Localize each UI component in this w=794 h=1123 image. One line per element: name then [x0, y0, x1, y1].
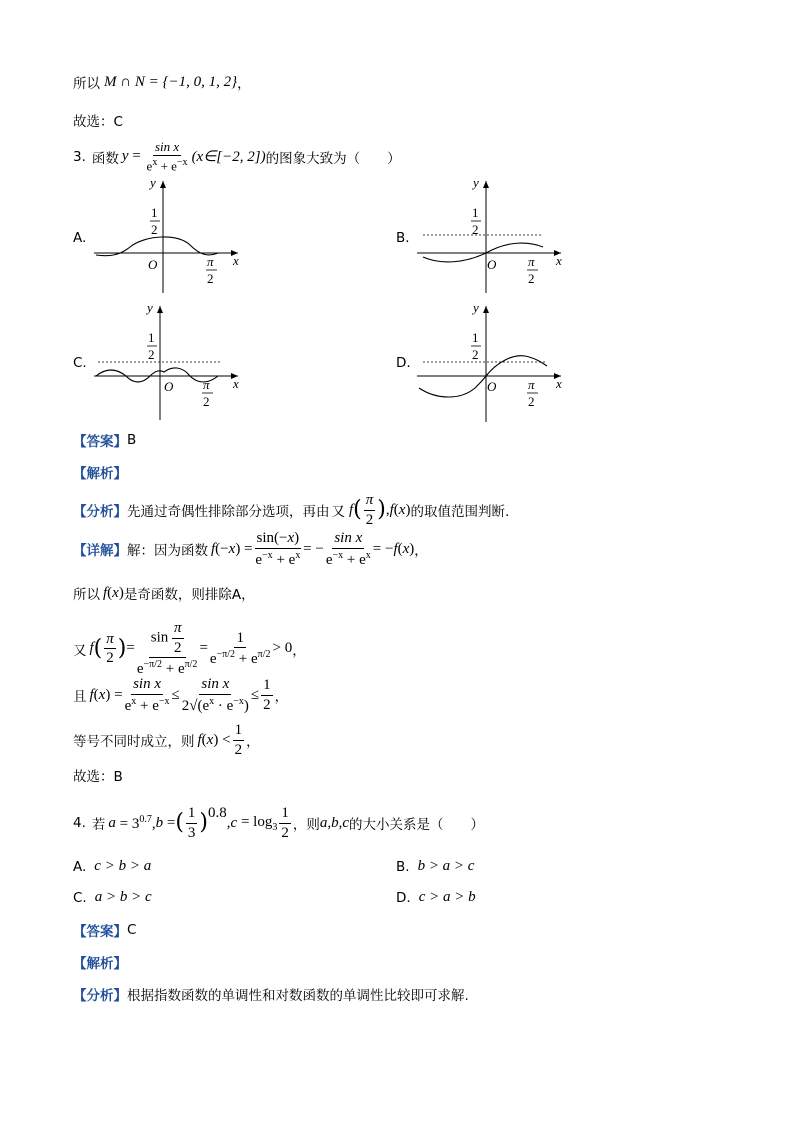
half-den: 2	[151, 222, 158, 237]
graph-option-a[interactable]	[90, 175, 250, 295]
q3-fenxi: 【分析】 先通过奇偶性排除部分选项，再由 又 f ( $\frac{\pi}{2}$ ) , f ( x ) 的取值范围判断.	[73, 492, 510, 528]
svg-text:x: x	[556, 376, 562, 391]
intersection-line: 所以 M ∩ N = {−1, 0, 1, 2} ，	[73, 73, 251, 92]
svg-text:1: 1	[472, 330, 479, 345]
svg-text:1: 1	[472, 205, 479, 220]
svg-text:O: O	[164, 379, 174, 394]
svg-text:2: 2	[528, 394, 535, 409]
q4-fenxi: 【分析】 根据指数函数的单调性和对数函数的单调性比较即可求解.	[73, 988, 469, 1004]
question-3-stem: 3. 函数 y = $\frac{\text{sin x}}{e^x + e^{-x}}$ (x∈[−2, 2]) 的图象大致为（ ）	[73, 139, 401, 174]
svg-text:x: x	[556, 253, 562, 268]
option-b-label[interactable]: B.	[396, 230, 410, 246]
q3-odd-function: 所以 f ( x ) 是奇函数，则排除A，	[73, 584, 255, 603]
svg-text:2: 2	[472, 222, 479, 237]
svg-text:y: y	[147, 300, 153, 315]
half-num: 1	[151, 205, 158, 220]
q3-function-fraction: $\frac{\text{sin x}}{e^x + e^{-x}}$	[146, 139, 188, 174]
svg-text:2: 2	[528, 271, 535, 286]
svg-text:O: O	[487, 257, 497, 272]
y-axis-label: y	[150, 175, 156, 190]
x-axis-label: x	[233, 253, 239, 268]
svg-text:2: 2	[472, 347, 479, 362]
q3-answer: 【答案】 B	[73, 432, 137, 450]
q3-final-answer: 故选：B	[73, 769, 123, 785]
svg-text:1: 1	[148, 330, 155, 345]
q4-answer: 【答案】 C	[73, 922, 137, 940]
q3-analysis-heading: 【解析】	[73, 466, 127, 482]
pi-num: π	[207, 254, 214, 269]
svg-text:O: O	[487, 379, 497, 394]
option-a-label[interactable]: A.	[73, 230, 87, 246]
svg-text:π: π	[528, 377, 535, 392]
q3-eq-note: 等号不同时成立，则 f ( x ) < $\frac{1}{2}$ ，	[73, 722, 260, 758]
q3-inequality: 且 f ( x ) = $\frac{\text{sin x}}{e^x + e^{-x}}$ ≤ $\frac{\text{sin x}}{2√(e^x \cdot e^{-x})}$ ≤ $\frac{1}{2}$ ，	[73, 676, 289, 714]
option-c-label[interactable]: C.	[73, 355, 87, 371]
pi-den: 2	[207, 271, 214, 286]
graph-option-b[interactable]	[413, 175, 573, 295]
svg-text:y: y	[473, 175, 479, 190]
q4-option-b[interactable]: B. b > a > c	[396, 858, 475, 875]
svg-text:2: 2	[148, 347, 155, 362]
question-4-stem: 4. 若 a = $3^{0.7}$, b = ( $\frac{1}{3}$ ) 0.8 , c = $\log_3$ $\frac{1}{2}$ ，则 a , b , c 的大小关系是（ ）	[73, 805, 484, 841]
graph-option-d[interactable]	[413, 300, 573, 425]
q4-option-a[interactable]: A. c > b > a	[73, 858, 152, 875]
q4-option-d[interactable]: D. c > a > b	[396, 889, 476, 906]
svg-text:π: π	[203, 377, 210, 392]
graph-option-c[interactable]	[90, 300, 250, 420]
svg-text:x: x	[233, 376, 239, 391]
q3-detail: 【详解】 解：因为函数 f (− x ) = $\frac{\sin(-x)}{e^{-x} + e^x}$ = − $\frac{\text{sin x}}{e^{-x} + e^x}$ = − f ( x ) ，	[73, 530, 428, 568]
svg-text:y: y	[473, 300, 479, 315]
q3-f-half-pi: 又 f ( $\frac{\pi}{2}$ ) = sin $\frac{\pi}{2}$ $e^{-\pi/2} + e^{\pi/2}$ = $\frac{1}{e^{-\pi/2} + e^{\pi/2}}$ > 0 ，	[73, 620, 306, 677]
origin-label: O	[148, 257, 158, 272]
q4-analysis-heading: 【解析】	[73, 956, 127, 972]
svg-text:2: 2	[203, 394, 210, 409]
previous-answer: 故选：C	[73, 114, 123, 130]
option-d-label[interactable]: D.	[396, 355, 411, 371]
q4-option-c[interactable]: C. a > b > c	[73, 889, 152, 906]
svg-text:π: π	[528, 254, 535, 269]
